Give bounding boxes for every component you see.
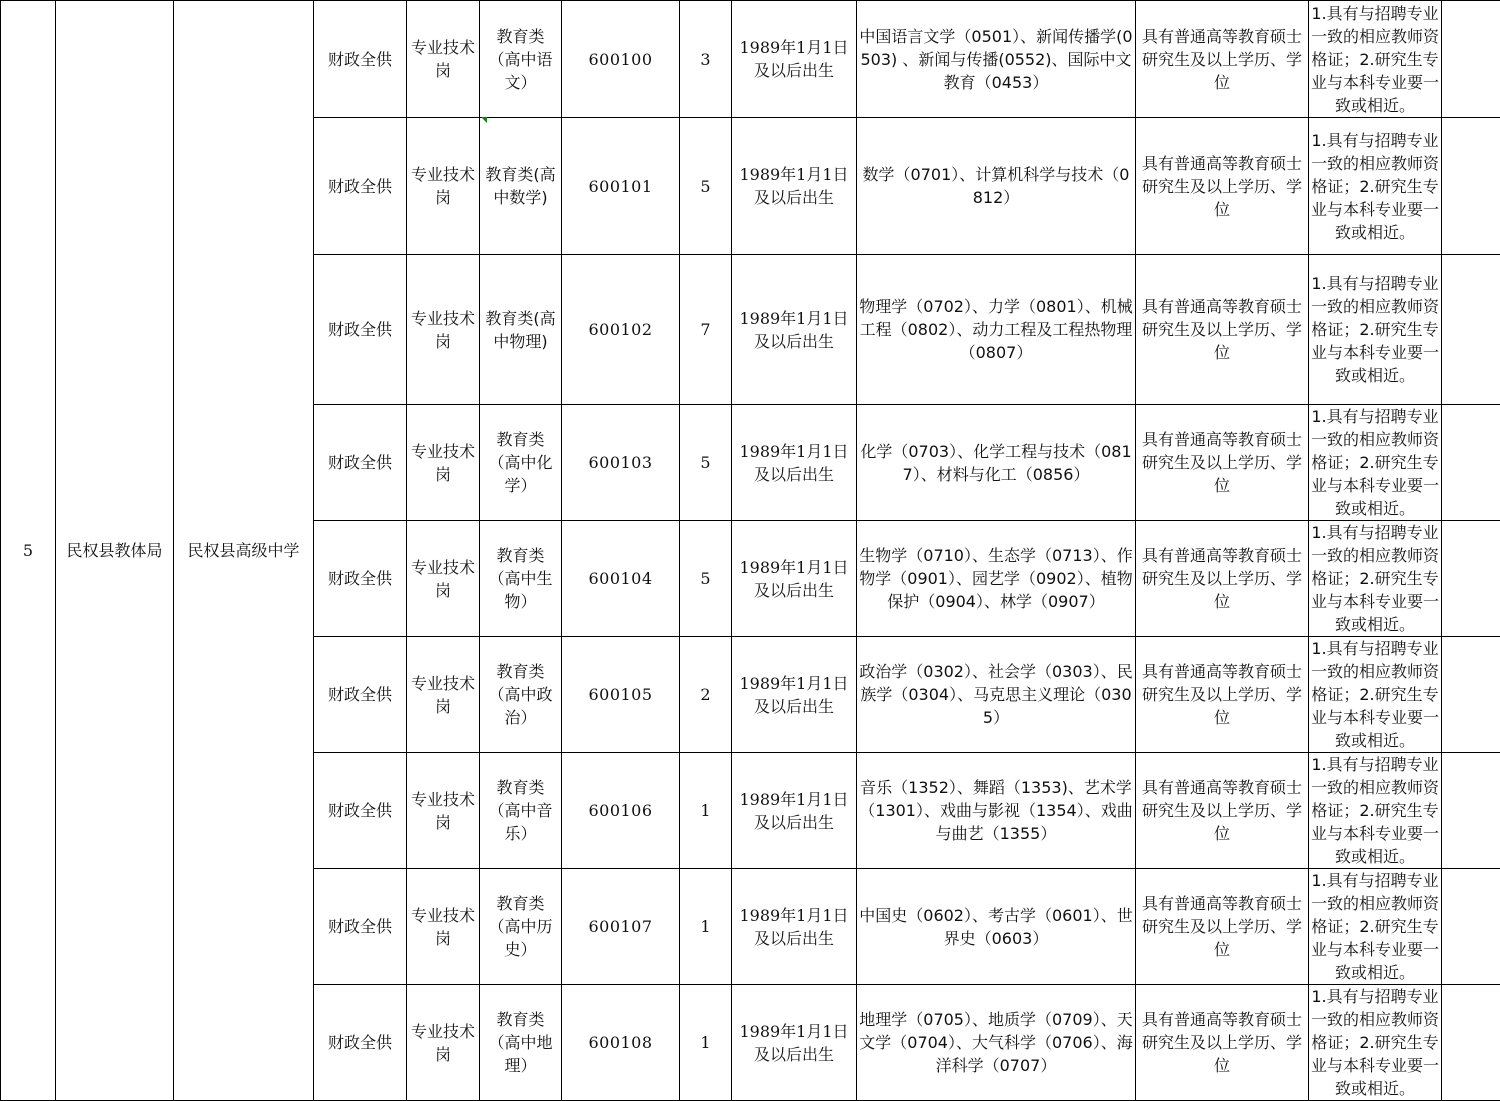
- empty-cell: [1442, 753, 1500, 869]
- funding-cell: 财政全供: [314, 637, 407, 753]
- education-requirement-cell: 具有普通高等教育硕士研究生及以上学历、学位: [1136, 118, 1309, 255]
- unit-cell: 民权县高级中学: [174, 1, 314, 1101]
- post-type-cell: 专业技术岗: [407, 405, 480, 521]
- hire-count-cell: 5: [680, 405, 732, 521]
- education-requirement-cell: 具有普通高等教育硕士研究生及以上学历、学位: [1136, 637, 1309, 753]
- funding-cell: 财政全供: [314, 521, 407, 637]
- funding-cell: 财政全供: [314, 985, 407, 1101]
- post-type-cell: 专业技术岗: [407, 1, 480, 118]
- post-name-cell: 教育类（高中历史）: [480, 869, 562, 985]
- hire-count-cell: 1: [680, 869, 732, 985]
- major-requirement-cell: 音乐（1352）、舞蹈（1353)、艺术学（1301）、戏曲与影视（1354）、戏曲与曲艺（1355）: [857, 753, 1136, 869]
- post-name-cell: 教育类（高中地理）: [480, 985, 562, 1101]
- major-requirement-cell: 中国语言文学（0501）、新闻传播学(0503) 、新闻与传播(0552)、国际中文教育（0453）: [857, 1, 1136, 118]
- empty-cell: [1442, 405, 1500, 521]
- department-cell: 民权县教体局: [56, 1, 174, 1101]
- post-name-cell: 教育类（高中音乐）: [480, 753, 562, 869]
- other-requirement-cell: 1.具有与招聘专业一致的相应教师资格证；2.研究生专业与本科专业要一致或相近。: [1309, 869, 1442, 985]
- education-requirement-cell: 具有普通高等教育硕士研究生及以上学历、学位: [1136, 869, 1309, 985]
- post-name-cell: 教育类(高中数学): [480, 118, 562, 255]
- post-code-cell: 600101: [562, 118, 680, 255]
- birth-requirement-cell: 1989年1月1日及以后出生: [732, 118, 857, 255]
- post-code-cell: 600107: [562, 869, 680, 985]
- empty-cell: [1442, 869, 1500, 985]
- funding-cell: 财政全供: [314, 1, 407, 118]
- hire-count-cell: 7: [680, 255, 732, 405]
- post-code-cell: 600108: [562, 985, 680, 1101]
- funding-cell: 财政全供: [314, 255, 407, 405]
- table-row: [1, 1, 1500, 118]
- education-requirement-cell: 具有普通高等教育硕士研究生及以上学历、学位: [1136, 521, 1309, 637]
- major-requirement-cell: 化学（0703）、化学工程与技术（0817）、材料与化工（0856）: [857, 405, 1136, 521]
- post-name-cell: 教育类（高中语文）: [480, 1, 562, 118]
- other-requirement-cell: 1.具有与招聘专业一致的相应教师资格证；2.研究生专业与本科专业要一致或相近。: [1309, 118, 1442, 255]
- hire-count-cell: 2: [680, 637, 732, 753]
- birth-requirement-cell: 1989年1月1日及以后出生: [732, 521, 857, 637]
- hire-count-cell: 1: [680, 985, 732, 1101]
- major-requirement-cell: 地理学（0705）、地质学（0709）、天文学（0704）、大气科学（0706）、海洋科学（0707）: [857, 985, 1136, 1101]
- empty-cell: [1442, 521, 1500, 637]
- post-type-cell: 专业技术岗: [407, 118, 480, 255]
- other-requirement-cell: 1.具有与招聘专业一致的相应教师资格证；2.研究生专业与本科专业要一致或相近。: [1309, 985, 1442, 1101]
- post-code-cell: 600104: [562, 521, 680, 637]
- post-type-cell: 专业技术岗: [407, 753, 480, 869]
- funding-cell: 财政全供: [314, 869, 407, 985]
- empty-cell: [1442, 255, 1500, 405]
- post-code-cell: 600105: [562, 637, 680, 753]
- major-requirement-cell: 数学（0701）、计算机科学与技术（0812）: [857, 118, 1136, 255]
- other-requirement-cell: 1.具有与招聘专业一致的相应教师资格证；2.研究生专业与本科专业要一致或相近。: [1309, 255, 1442, 405]
- birth-requirement-cell: 1989年1月1日及以后出生: [732, 637, 857, 753]
- other-requirement-cell: 1.具有与招聘专业一致的相应教师资格证；2.研究生专业与本科专业要一致或相近。: [1309, 405, 1442, 521]
- post-code-cell: 600102: [562, 255, 680, 405]
- birth-requirement-cell: 1989年1月1日及以后出生: [732, 869, 857, 985]
- empty-cell: [1442, 118, 1500, 255]
- hire-count-cell: 5: [680, 118, 732, 255]
- empty-cell: [1442, 985, 1500, 1101]
- education-requirement-cell: 具有普通高等教育硕士研究生及以上学历、学位: [1136, 985, 1309, 1101]
- post-name-cell: 教育类（高中政治）: [480, 637, 562, 753]
- funding-cell: 财政全供: [314, 405, 407, 521]
- other-requirement-cell: 1.具有与招聘专业一致的相应教师资格证；2.研究生专业与本科专业要一致或相近。: [1309, 1, 1442, 118]
- major-requirement-cell: 生物学（0710）、生态学（0713）、作物学（0901）、园艺学（0902）、植物保护（0904）、林学（0907）: [857, 521, 1136, 637]
- major-requirement-cell: 中国史（0602）、考古学（0601）、世界史（0603）: [857, 869, 1136, 985]
- education-requirement-cell: 具有普通高等教育硕士研究生及以上学历、学位: [1136, 255, 1309, 405]
- post-code-cell: 600103: [562, 405, 680, 521]
- post-code-cell: 600106: [562, 753, 680, 869]
- empty-cell: [1442, 1, 1500, 118]
- birth-requirement-cell: 1989年1月1日及以后出生: [732, 1, 857, 118]
- sequence-cell: 5: [1, 1, 56, 1101]
- birth-requirement-cell: 1989年1月1日及以后出生: [732, 985, 857, 1101]
- post-type-cell: 专业技术岗: [407, 985, 480, 1101]
- hire-count-cell: 5: [680, 521, 732, 637]
- funding-cell: 财政全供: [314, 118, 407, 255]
- post-name-cell: 教育类（高中生物）: [480, 521, 562, 637]
- post-type-cell: 专业技术岗: [407, 637, 480, 753]
- post-type-cell: 专业技术岗: [407, 869, 480, 985]
- education-requirement-cell: 具有普通高等教育硕士研究生及以上学历、学位: [1136, 405, 1309, 521]
- funding-cell: 财政全供: [314, 753, 407, 869]
- birth-requirement-cell: 1989年1月1日及以后出生: [732, 753, 857, 869]
- post-code-cell: 600100: [562, 1, 680, 118]
- table-body: [1, 1, 1500, 1101]
- other-requirement-cell: 1.具有与招聘专业一致的相应教师资格证；2.研究生专业与本科专业要一致或相近。: [1309, 521, 1442, 637]
- post-type-cell: 专业技术岗: [407, 521, 480, 637]
- education-requirement-cell: 具有普通高等教育硕士研究生及以上学历、学位: [1136, 1, 1309, 118]
- other-requirement-cell: 1.具有与招聘专业一致的相应教师资格证；2.研究生专业与本科专业要一致或相近。: [1309, 637, 1442, 753]
- hire-count-cell: 1: [680, 753, 732, 869]
- birth-requirement-cell: 1989年1月1日及以后出生: [732, 405, 857, 521]
- hire-count-cell: 3: [680, 1, 732, 118]
- post-name-cell: 教育类（高中化学）: [480, 405, 562, 521]
- birth-requirement-cell: 1989年1月1日及以后出生: [732, 255, 857, 405]
- major-requirement-cell: 政治学（0302）、社会学（0303）、民族学（0304）、马克思主义理论（0305）: [857, 637, 1136, 753]
- empty-cell: [1442, 637, 1500, 753]
- cell-comment-marker: [481, 117, 487, 123]
- education-requirement-cell: 具有普通高等教育硕士研究生及以上学历、学位: [1136, 753, 1309, 869]
- post-type-cell: 专业技术岗: [407, 255, 480, 405]
- other-requirement-cell: 1.具有与招聘专业一致的相应教师资格证；2.研究生专业与本科专业要一致或相近。: [1309, 753, 1442, 869]
- post-name-cell: 教育类(高中物理): [480, 255, 562, 405]
- major-requirement-cell: 物理学（0702）、力学（0801）、机械工程（0802）、动力工程及工程热物理（0807）: [857, 255, 1136, 405]
